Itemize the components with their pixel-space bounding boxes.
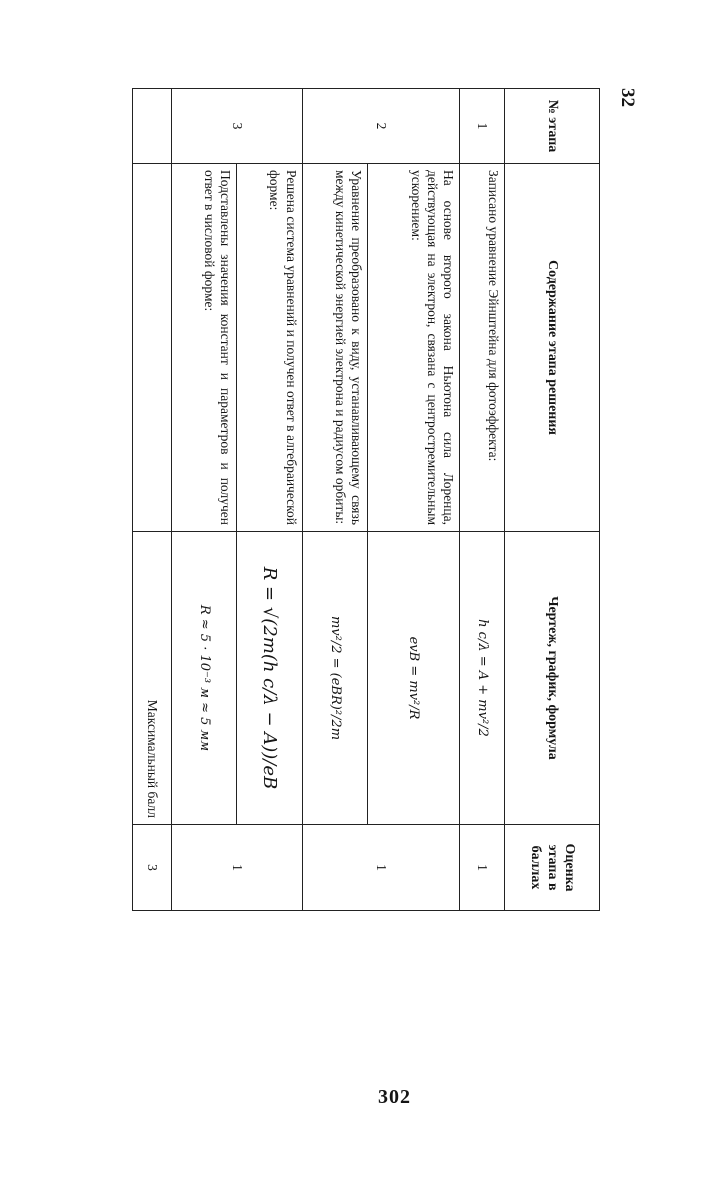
formula-kinetic [302,532,367,825]
page-number: 302 [378,1086,411,1108]
formula-text: mv²/2 = (eBR)²/2m [327,615,343,741]
formula-radius [237,532,302,825]
table-header-row [504,89,599,911]
max-score-value: 3 [133,825,172,911]
empty-cell [133,89,172,164]
table-row [171,89,236,911]
stage-content: Подставлены значения констант и параметров и получен ответ в числовой форме: [171,164,236,532]
stage-content: Записано уравнение Эйнштейна для фотоэффекта: [460,164,504,532]
table-row [367,89,459,911]
empty-cell [133,164,172,532]
stage-number: 3 [171,89,302,164]
max-score-label: Максимальный балл [133,532,172,825]
formula-text: h c/λ = A + mv²/2 [474,619,490,737]
header-score: Оценка этапа в баллах [504,825,599,911]
stage-score: 1 [460,825,504,911]
header-content: Содержание этапа решения [504,164,599,532]
table-row [302,89,367,911]
stage-content: Решена система уравнений и получен ответ в алгебраической форме: [237,164,302,532]
stage-number: 1 [460,89,504,164]
header-stage-number: № этапа [504,89,599,164]
table-row [460,89,504,911]
stage-number: 2 [302,89,460,164]
rotated-table-container [132,88,638,892]
stage-score: 1 [171,825,302,911]
table-row [237,89,302,911]
max-score-row [133,89,172,911]
formula-lorentz [367,532,459,825]
formula-text: R = √(2m(h c/λ − A))/eB [259,566,281,790]
header-formula: Чертеж, график, формула [504,532,599,825]
stage-content: Уравнение преобразовано к виду, устанавливающему связь между кинетической энергией электрона и радиусом орбиты: [302,164,367,532]
formula-einstein [460,532,504,825]
stage-score: 1 [302,825,460,911]
task-number: 32 [617,88,638,107]
formula-text: evB = mv²/R [406,636,422,720]
stage-content: На основе второго закона Ньютона сила Лоренца, действующая на электрон, связана с центростремительным ускорением: [367,164,459,532]
formula-text: R ≈ 5 · 10⁻³ м ≈ 5 мм [196,604,212,752]
solution-table [132,88,600,911]
formula-numeric [171,532,236,825]
